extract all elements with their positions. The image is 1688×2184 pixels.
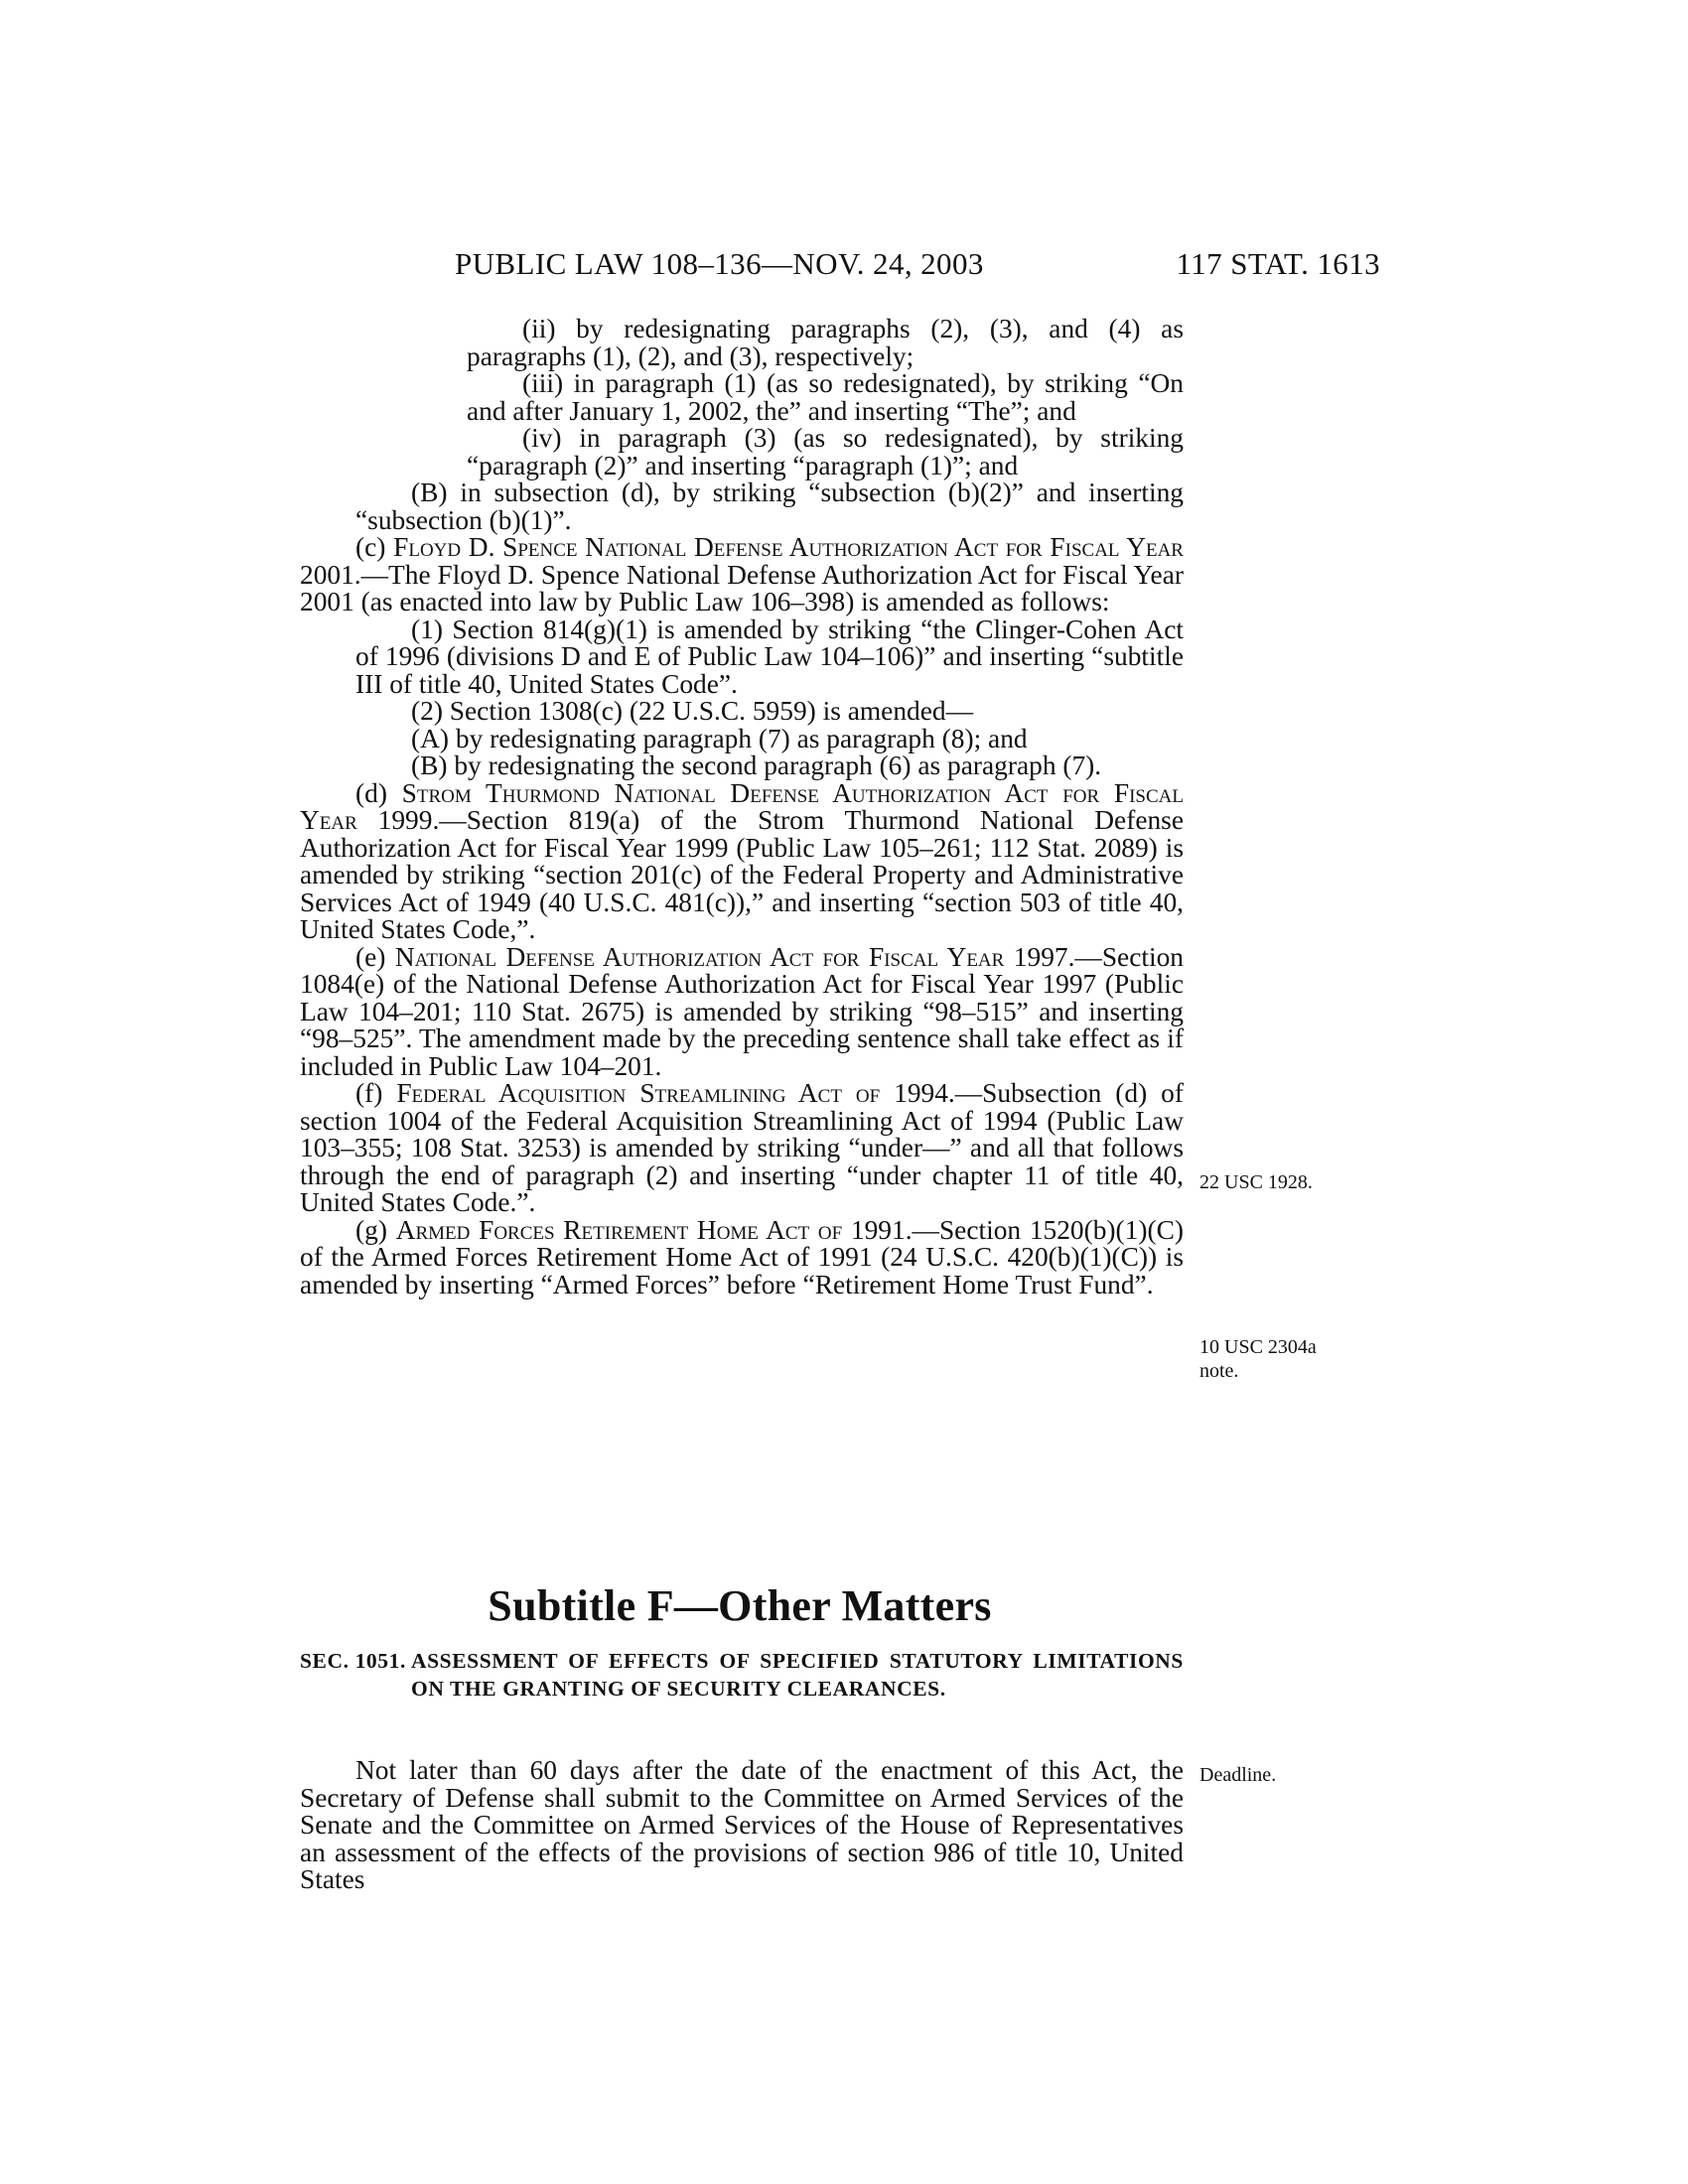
running-head: [298, 246, 1380, 286]
clause-ii: (ii) by redesignating paragraphs (2), (3), and (4) as paragraphs (1), (2), and (3), respectively;: [467, 314, 1184, 371]
margin-note-deadline: Deadline.: [1199, 1764, 1277, 1786]
margin-note-note: note.: [1199, 1360, 1239, 1382]
margin-note-10-usc-2304a: 10 USC 2304a: [1199, 1336, 1317, 1358]
subsection-c-caption: Floyd D. Spence National Defense Authorization Act for Fiscal Year 2001: [300, 532, 1184, 590]
subparagraph-c-2-A: (A) by redesignating paragraph (7) as paragraph (8); and: [411, 723, 1028, 753]
subsection-e-text: 1997.—Section 1084(e) of the National Defense Authorization Act for Fiscal Year 1997 (Public Law 104–201; 110 Stat. 2675) is amended by striking “98–515” and inserting “98–525”. The amendment made by the preceding sentence shall take effect as if included in Public Law 104–201.: [300, 941, 1184, 1081]
section-heading: [300, 1648, 1184, 1703]
body-text: [300, 316, 1184, 1298]
subsection-f-text: .—Subsection (d) of section 1004 of the Federal Acquisition Streamlining Act of 1994 (Public Law 103–355; 108 Stat. 3253) is amended by striking “under—” and all that follows through the end of paragraph (2) and inserting “under chapter 11 of title 40, United States Code.”.: [300, 1078, 1184, 1217]
margin-note-22-usc-1928: 22 USC 1928.: [1199, 1171, 1313, 1193]
subparagraph-c-2-B: (B) by redesignating the second paragraph (6) as paragraph (7).: [411, 751, 1102, 780]
subsection-c: [300, 534, 1184, 616]
subsection-f-label: (f): [355, 1078, 383, 1108]
clause-iv: (iv) in paragraph (3) (as so redesignated), by striking “paragraph (2)” and inserting “paragraph (1)”; and: [467, 423, 1184, 480]
subsection-e-caption: National Defense Authorization Act for Fiscal Year: [394, 941, 1005, 972]
header-title: PUBLIC LAW 108–136—NOV. 24, 2003: [455, 246, 984, 281]
subsection-d-text: .—Section 819(a) of the Strom Thurmond National Defense Authorization Act for Fiscal Year 1999 (Public Law 105–261; 112 Stat. 2089) is amended by striking “section 201(c) of the Federal Property and Administrative Services Act of 1949 (40 U.S.C. 481(c)),” and inserting “section 503 of title 40, United States Code,”.: [300, 805, 1184, 944]
subsection-e-label: (e): [355, 941, 386, 972]
paragraph-c-1: (1) Section 814(g)(1) is amended by striking “the Clinger-Cohen Act of 1996 (divisions D and E of Public Law 104–106)” and inserting “subtitle III of title 40, United States Code”.: [355, 614, 1184, 699]
subsection-f-caption: Federal Acquisition Streamlining Act of 1994: [396, 1078, 948, 1108]
subtitle-heading: Subtitle F—Other Matters: [488, 1581, 992, 1630]
subsection-g-text: .—Section 1520(b)(1)(C) of the Armed Forces Retirement Home Act of 1991 (24 U.S.C. 420(b)(1)(C)) is amended by inserting “Armed Forces” before “Retirement Home Trust Fund”.: [300, 1214, 1184, 1299]
subsection-e: [300, 941, 1184, 1081]
subsection-f: [300, 1080, 1184, 1217]
subparagraph-B: (B) in subsection (d), by striking “subsection (b)(2)” and inserting “subsection (b)(1)”.: [355, 478, 1184, 535]
section-text: Not later than 60 days after the date of the enactment of this Act, the Secretary of Defense shall submit to the Committee on Armed Services of the Senate and the Committee on Armed Services of the House of Representatives an assessment of the effects of the provisions of section 986 of title 10, United States: [300, 1755, 1184, 1894]
subsection-d: [300, 777, 1184, 944]
subsection-c-label: (c): [355, 532, 386, 562]
header-stat-page: 117 STAT. 1613: [1176, 246, 1380, 281]
section-body: [300, 1757, 1184, 1894]
clause-iii: (iii) in paragraph (1) (as so redesignated), by striking “On and after January 1, 2002, the” and inserting “The”; and: [467, 368, 1184, 426]
subsection-c-text: .—The Floyd D. Spence National Defense Authorization Act for Fiscal Year 2001 (as enacted into law by Public Law 106–398) is amended as follows:: [300, 559, 1184, 616]
section-title: ASSESSMENT OF EFFECTS OF SPECIFIED STATUTORY LIMITATIONS ON THE GRANTING OF SECURITY CLEARANCES.: [411, 1649, 1184, 1701]
subsection-d-label: (d): [355, 777, 387, 808]
subsection-g: [300, 1214, 1184, 1299]
subsection-g-label: (g): [355, 1214, 387, 1245]
subsection-g-caption: Armed Forces Retirement Home Act of 1991: [395, 1214, 906, 1245]
subsection-d-caption: Strom Thurmond National Defense Authorization Act for Fiscal Year 1999: [300, 777, 1184, 835]
section-label: SEC. 1051.: [300, 1649, 406, 1673]
paragraph-c-2: (2) Section 1308(c) (22 U.S.C. 5959) is amended—: [411, 696, 973, 726]
